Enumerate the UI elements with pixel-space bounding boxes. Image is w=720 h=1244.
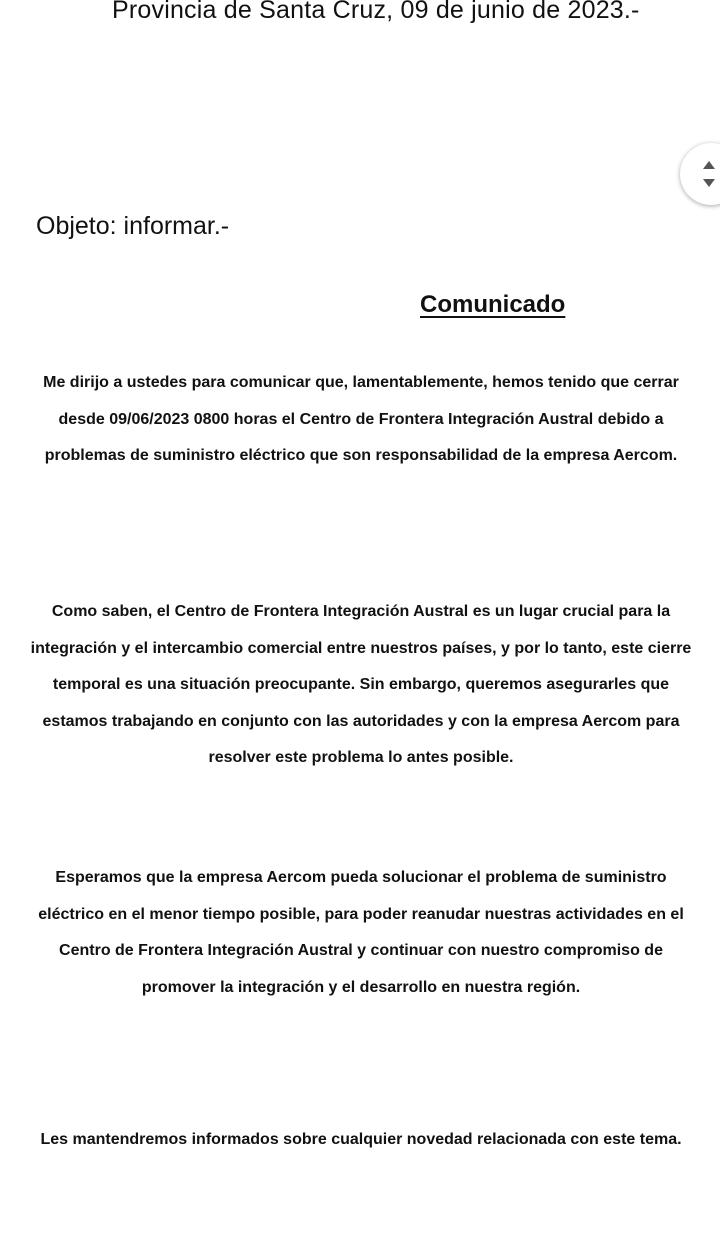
scroll-handle[interactable] xyxy=(680,143,720,205)
subject-line: Objeto: informar.- xyxy=(36,212,230,240)
paragraph-3: Esperamos que la empresa Aercom pueda solucionar el problema de suministro eléctrico en el menor tiempo posible, para poder reanudar nuestras actividades en el Centro de Frontera Integración Austral y continuar con nuestro compromiso de promover la integración y el desarrollo en nuestra región. xyxy=(38,869,684,996)
paragraph-1: Me dirijo a ustedes para comunicar que, lamentablemente, hemos tenido que cerrar desde 09/06/2023 0800 horas el Centro de Frontera Integración Austral debido a problemas de suministro eléctrico que son responsabilidad de la empresa Aercom. xyxy=(43,374,679,464)
date-line: Provincia de Santa Cruz, 09 de junio de 2023.- xyxy=(112,0,640,24)
up-down-arrows-icon xyxy=(701,159,717,189)
document-title: Comunicado xyxy=(420,291,566,318)
paragraph-2: Como saben, el Centro de Frontera Integración Austral es un lugar crucial para la integración y el intercambio comercial entre nuestros países, y por lo tanto, este cierre temporal es una situación preocupante. Sin embargo, queremos asegurarles que estamos trabajando en conjunto con las autoridades y con la empresa Aercom para resolver este problema lo antes posible. xyxy=(30,603,692,766)
paragraph-4: Les mantendremos informados sobre cualquier novedad relacionada con este tema. xyxy=(40,1131,682,1148)
